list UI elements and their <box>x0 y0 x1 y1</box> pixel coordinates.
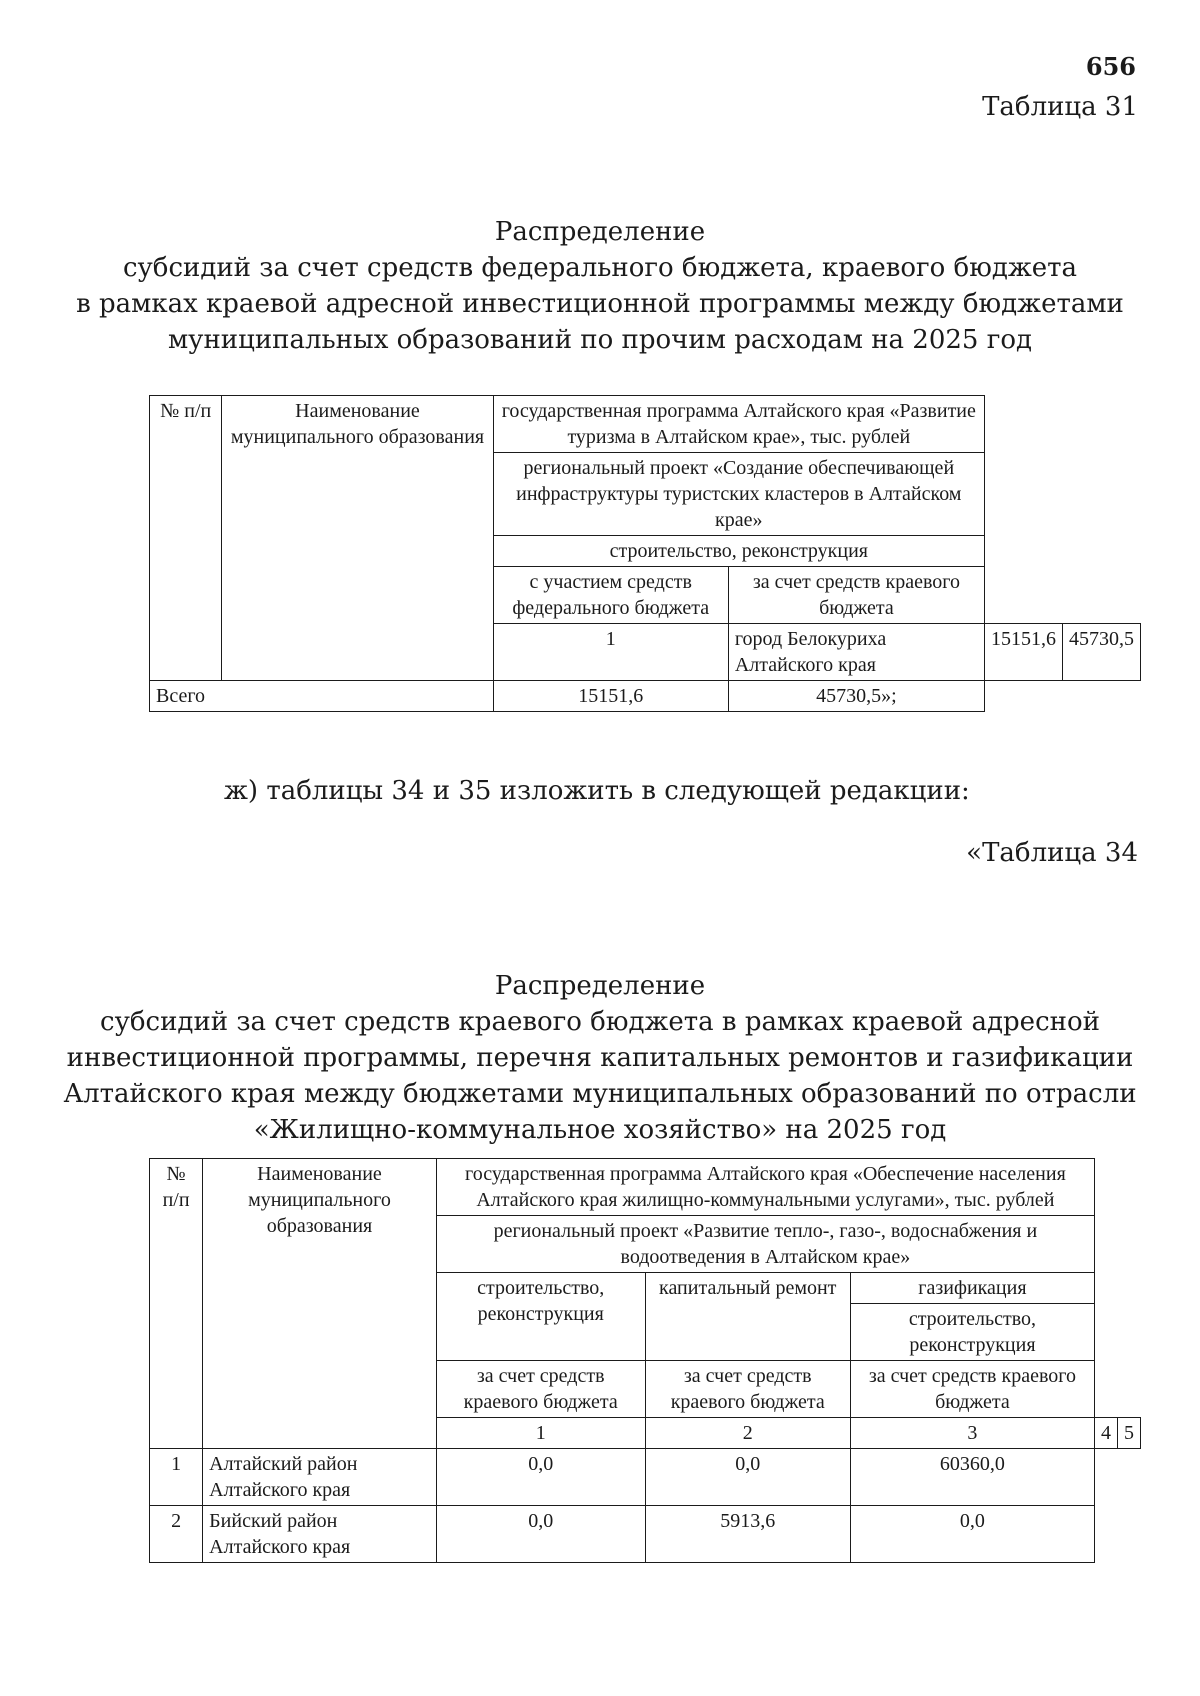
header-gas-construction: строительство, реконструкция <box>850 1304 1094 1361</box>
table-row <box>150 1506 1141 1563</box>
colnum: 1 <box>436 1418 645 1449</box>
title-line: «Жилищно-коммунальное хозяйство» на 2025 год <box>253 1115 947 1145</box>
header-name: Наименование муниципального образования <box>203 1159 437 1449</box>
total-regional: 45730,5»; <box>728 681 984 712</box>
header-regional-1: за счет средств краевого бюджета <box>436 1361 645 1418</box>
title-line: в рамках краевой адресной инвестиционной программы между бюджетами <box>76 289 1124 319</box>
row-num: 2 <box>150 1506 203 1563</box>
header-project: региональный проект «Создание обеспечивающей инфраструктуры туристских кластеров в Алтайском крае» <box>493 453 984 536</box>
total-label: Всего <box>150 681 494 712</box>
header-regional-3: за счет средств краевого бюджета <box>850 1361 1094 1418</box>
table-34-title <box>0 968 1200 1148</box>
colnum: 5 <box>1118 1418 1141 1449</box>
header-work: строительство, реконструкция <box>493 536 984 567</box>
row-c4: 0,0 <box>645 1449 850 1506</box>
header-repair: капитальный ремонт <box>645 1273 850 1361</box>
table-31 <box>149 395 1141 712</box>
amendment-paragraph: ж) таблицы 34 и 35 изложить в следующей редакции: <box>224 776 970 806</box>
row-name: город Белокуриха Алтайского края <box>728 624 984 681</box>
row-c3: 0,0 <box>436 1449 645 1506</box>
title-line: субсидий за счет средств краевого бюджета в рамках краевой адресной <box>100 1007 1100 1037</box>
table-34 <box>149 1158 1141 1563</box>
table-34-label: «Таблица 34 <box>966 838 1138 868</box>
header-program: государственная программа Алтайского края «Развитие туризма в Алтайском крае», тыс. рублей <box>493 396 984 453</box>
colnum: 4 <box>1095 1418 1118 1449</box>
header-regional: за счет средств краевого бюджета <box>728 567 984 624</box>
row-c5: 0,0 <box>850 1506 1094 1563</box>
header-program: государственная программа Алтайского края «Обеспечение населения Алтайского края жилищно-коммунальными услугами», тыс. рублей <box>436 1159 1094 1216</box>
title-line: Распределение <box>494 971 706 1001</box>
row-name: Алтайский район Алтайского края <box>203 1449 437 1506</box>
row-num: 1 <box>493 624 728 681</box>
colnum: 2 <box>645 1418 850 1449</box>
total-federal: 15151,6 <box>493 681 728 712</box>
row-federal: 15151,6 <box>985 624 1063 681</box>
header-project: региональный проект «Развитие тепло-, газо-, водоснабжения и водоотведения в Алтайском крае» <box>436 1216 1094 1273</box>
title-line: Алтайского края между бюджетами муниципальных образований по отрасли <box>63 1079 1137 1109</box>
row-name: Бийский район Алтайского края <box>203 1506 437 1563</box>
header-gas: газификация <box>850 1273 1094 1304</box>
title-line: инвестиционной программы, перечня капитальных ремонтов и газификации <box>66 1043 1134 1073</box>
header-federal: с участием средств федерального бюджета <box>493 567 728 624</box>
header-construction: строительство, реконструкция <box>436 1273 645 1361</box>
page-number: 656 <box>1085 52 1136 81</box>
header-regional-2: за счет средств краевого бюджета <box>645 1361 850 1418</box>
colnum: 3 <box>850 1418 1094 1449</box>
title-line: субсидий за счет средств федерального бюджета, краевого бюджета <box>122 253 1078 283</box>
row-c4: 5913,6 <box>645 1506 850 1563</box>
row-c3: 0,0 <box>436 1506 645 1563</box>
table-31-label: Таблица 31 <box>982 92 1138 122</box>
row-c5: 60360,0 <box>850 1449 1094 1506</box>
header-num: № п/п <box>150 1159 203 1449</box>
title-line: Распределение <box>494 217 706 247</box>
title-line: муниципальных образований по прочим расходам на 2025 год <box>167 325 1033 355</box>
row-num: 1 <box>150 1449 203 1506</box>
header-name: Наименование муниципального образования <box>222 396 493 681</box>
table-row <box>150 1449 1141 1506</box>
row-regional: 45730,5 <box>1063 624 1141 681</box>
header-num: № п/п <box>150 396 222 681</box>
total-row <box>150 681 1141 712</box>
table-31-title <box>0 214 1200 358</box>
